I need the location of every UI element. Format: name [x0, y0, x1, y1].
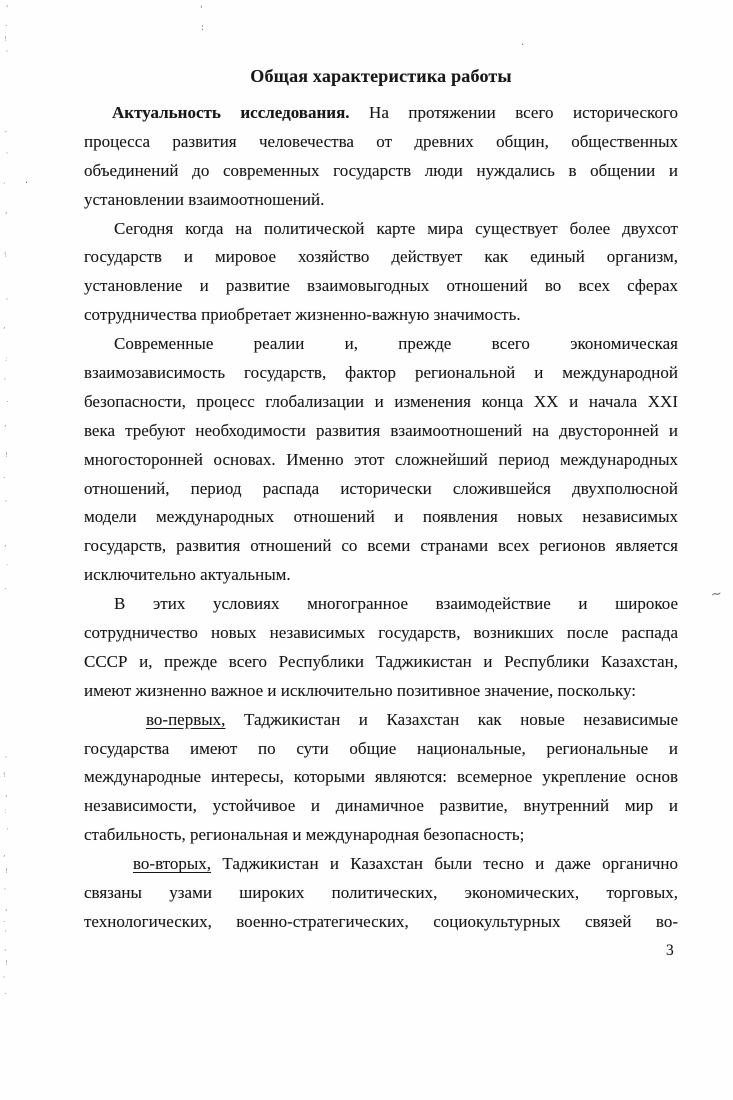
- text-segment: международные интересы, которыми являются: всемерное укрепление основ: [84, 767, 678, 787]
- scan-artifact: ,: [4, 419, 7, 428]
- text-segment: Таджикистан и Казахстан были тесно и даже органично: [211, 854, 678, 874]
- scan-artifact: ,: [3, 849, 6, 858]
- text-segment: имеют жизненно важное и исключительно позитивное значение, поскольку:: [84, 680, 636, 700]
- text-segment: государств и мировое хозяйство действует как единый организм,: [84, 247, 678, 267]
- text-segment: Таджикистан и Казахстан как новые независимые: [225, 709, 678, 729]
- text-segment: установление и развитие взаимовыгодных отношений во всех сферах: [84, 276, 678, 296]
- paragraph: [84, 850, 678, 937]
- scan-artifact: ': [5, 755, 7, 763]
- bold-lead: Актуальность исследования.: [112, 103, 350, 122]
- scan-artifact: :: [201, 23, 205, 33]
- text-line: [84, 157, 678, 186]
- scan-artifact: :: [4, 354, 8, 364]
- paragraph: [84, 590, 678, 706]
- text-segment: безопасности, процесс глобализации и изменения конца XX и начала XXI: [84, 391, 678, 411]
- scan-artifact: ,: [4, 539, 7, 548]
- text-line: [84, 879, 678, 908]
- scan-artifact: ': [5, 499, 7, 507]
- scan-artifact: ~: [710, 586, 723, 603]
- text-line: [84, 446, 678, 475]
- text-line: [84, 677, 678, 706]
- text-line: [84, 99, 678, 128]
- scan-artifact: !: [3, 34, 8, 44]
- page-title: Общая характеристика работы: [250, 66, 512, 86]
- scan-artifact: ,: [5, 206, 8, 215]
- scan-artifact: -: [4, 127, 7, 136]
- text-segment: связаны узами широких политических, экономических, торговых,: [84, 883, 678, 903]
- scan-artifact: ,: [4, 943, 7, 952]
- scan-artifact: .: [3, 915, 6, 924]
- scan-artifact: !: [4, 450, 9, 460]
- text-segment: взаимозависимость государств, фактор региональной и международной: [84, 363, 678, 383]
- text-segment: сотрудничество новых независимых государств, возникших после распада: [84, 623, 678, 643]
- scan-artifact: !: [5, 867, 8, 875]
- text-line: [84, 503, 678, 532]
- text-line: [84, 215, 678, 244]
- text-segment: СССР и, прежде всего Республики Таджикистан и Республики Казахстан,: [84, 651, 678, 671]
- text-line: [84, 792, 678, 821]
- scan-artifact: .: [4, 987, 7, 996]
- scan-artifact: ': [6, 151, 8, 159]
- scan-artifact: ·: [3, 179, 6, 188]
- text-segment: многосторонней основах. Именно этот сложнейший период международных: [84, 449, 678, 469]
- body-text: [84, 99, 678, 937]
- text-line: [84, 908, 678, 937]
- underlined-lead: во-вторых,: [133, 854, 212, 874]
- scan-artifact: ·: [6, 561, 9, 569]
- text-segment: стабильность, региональная и международная безопасность;: [84, 825, 525, 845]
- text-segment: независимости, устойчивое и динамичное развитие, внутренний мир и: [84, 796, 678, 816]
- text-line: [84, 475, 678, 504]
- text-line: [84, 388, 678, 417]
- text-segment: сотрудничества приобретает жизненно-важную значимость.: [84, 305, 521, 325]
- text-line: [84, 359, 678, 388]
- scan-artifact: !: [2, 770, 7, 780]
- scan-artifact: !: [5, 959, 8, 967]
- scan-artifact: ,: [3, 321, 6, 330]
- scan-artifact: .: [6, 395, 9, 404]
- text-line: [84, 735, 678, 764]
- text-line: [84, 648, 678, 677]
- text-segment: установлении взаимоотношений.: [84, 189, 325, 209]
- scan-artifact: .: [5, 19, 8, 28]
- underlined-lead: во-первых,: [146, 709, 226, 729]
- scan-artifact: ': [6, 4, 9, 13]
- text-line: [84, 850, 678, 879]
- text-segment: В этих условиях многогранное взаимодействие и широкое: [114, 594, 678, 614]
- text-segment: Сегодня когда на политической карте мира существует более двухсот: [114, 218, 678, 238]
- text-segment: отношений, период распада исторически сложившейся двухполюсной: [84, 478, 678, 498]
- text-line: [84, 532, 678, 561]
- scan-artifact: !: [3, 250, 8, 260]
- text-line: [84, 706, 678, 735]
- text-segment: исключительно актуальным.: [84, 565, 291, 585]
- text-segment: государств, развития отношений со всеми странами всех регионов является: [84, 536, 678, 556]
- text-segment: государства имеют по сути общие национальные, региональные и: [84, 738, 678, 758]
- text-line: [84, 243, 678, 272]
- scan-artifact: .: [3, 471, 6, 480]
- scan-artifact: ,: [5, 789, 8, 798]
- scan-artifact: .: [4, 582, 7, 591]
- text-segment: процесса развития человечества от древних общин, общественных: [84, 131, 678, 151]
- paragraph: [84, 215, 678, 331]
- scan-artifact: ': [5, 826, 9, 836]
- text-line: [84, 272, 678, 301]
- text-line: [84, 301, 678, 330]
- paragraph: [84, 330, 678, 590]
- scan-artifact: ': [3, 975, 5, 983]
- text-line: [84, 561, 678, 590]
- scan-artifact: ': [6, 49, 8, 57]
- paragraph: [84, 99, 678, 215]
- paragraph: [84, 706, 678, 850]
- scan-artifact: ': [4, 377, 6, 385]
- text-segment: объединений до современных государств люди нуждались в общении и: [84, 160, 678, 180]
- text-line: [84, 619, 678, 648]
- text-segment: На протяжении всего исторического: [349, 103, 678, 122]
- scan-artifact: ': [4, 928, 8, 938]
- text-segment: Современные реалии и, прежде всего экономическая: [114, 334, 678, 354]
- scan-artifact: :: [4, 807, 7, 815]
- scan-artifact: ': [6, 297, 8, 305]
- scan-artifact: ': [200, 5, 203, 15]
- text-segment: технологических, военно-стратегических, социокультурных связей во-: [84, 911, 678, 931]
- text-line: [84, 186, 678, 215]
- text-line: [84, 330, 678, 359]
- text-segment: модели международных отношений и появления новых независимых: [84, 507, 678, 527]
- page-number: 3: [666, 942, 674, 959]
- text-line: [84, 821, 678, 850]
- scan-artifact: .: [25, 175, 29, 186]
- text-line: [84, 763, 678, 792]
- text-segment: века требуют необходимости развития взаимоотношений на двусторонней и: [84, 420, 678, 440]
- text-line: [84, 128, 678, 157]
- scan-artifact: ·: [521, 40, 525, 51]
- scan-artifact: ': [4, 887, 6, 895]
- text-line: [84, 417, 678, 446]
- scan-artifact: ,: [5, 903, 8, 912]
- text-line: [84, 590, 678, 619]
